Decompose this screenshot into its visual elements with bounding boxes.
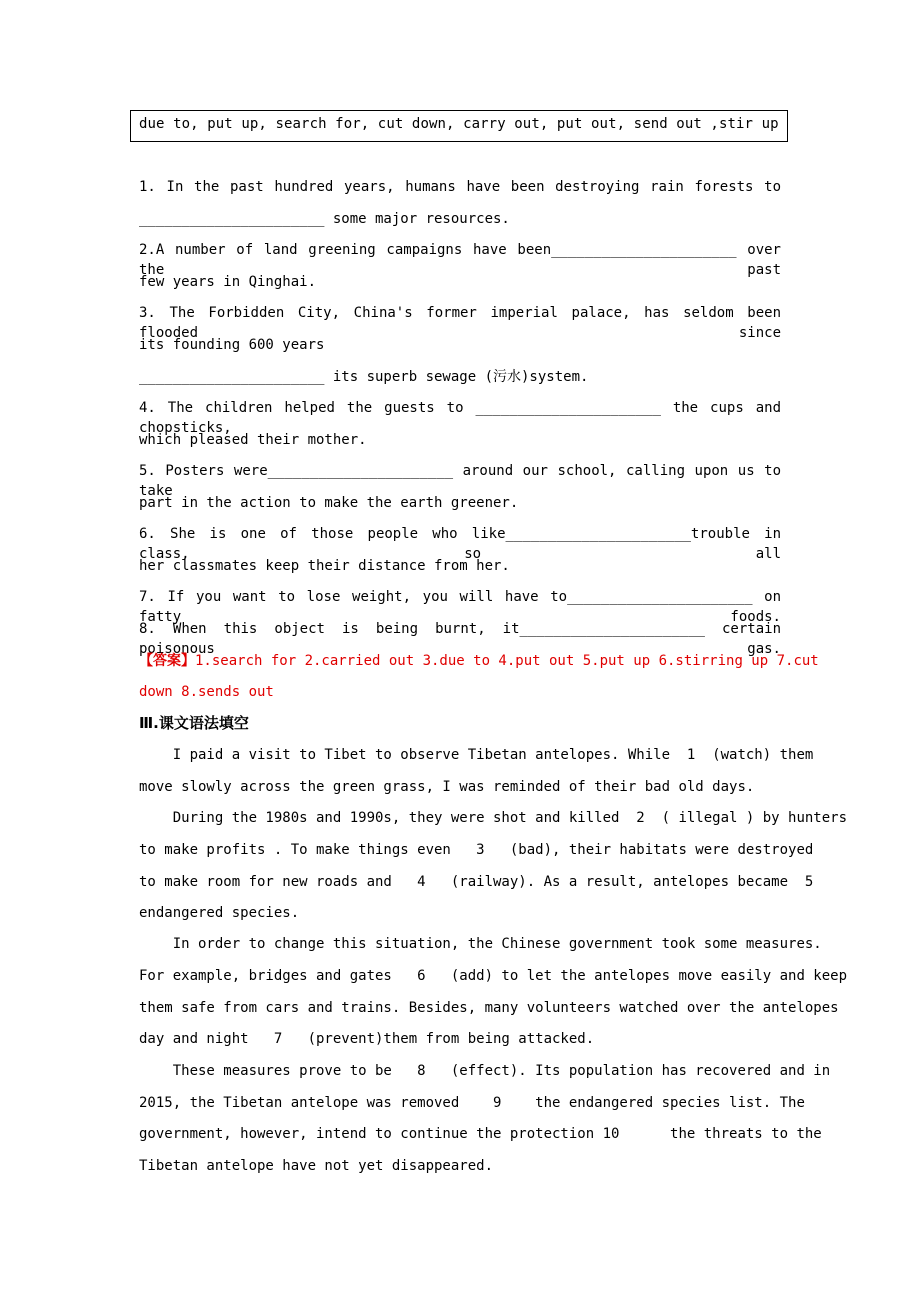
answer-line-1 [139, 651, 819, 671]
question-5-line-1: 5. Posters were______________________ around our school, calling upon us to take [139, 463, 781, 499]
passage-line-5: to make room for new roads and 4 (railway). As a result, antelopes became 5 [139, 874, 814, 890]
question-2-line-1: 2.A number of land greening campaigns have been______________________ over the past [139, 242, 781, 278]
question-6-line-2: her classmates keep their distance from her. [139, 558, 510, 574]
section-title: Ⅲ.课文语法填空 [139, 714, 249, 732]
passage-line-3: During the 1980s and 1990s, they were shot and killed 2 ( illegal ) by hunters [139, 810, 848, 826]
question-4-line-2: which pleased their mother. [139, 432, 367, 448]
passage-line-14: Tibetan antelope have not yet disappeared. [139, 1158, 494, 1174]
passage-line-8: For example, bridges and gates 6 (add) to let the antelopes move easily and keep [139, 968, 848, 984]
question-1-line-1: 1. In the past hundred years, humans have been destroying rain forests to [139, 179, 781, 195]
passage-line-4: to make profits . To make things even 3 (bad), their habitats were destroyed [139, 842, 814, 858]
passage-line-13: government, however, intend to continue the protection 10 the threats to the [139, 1126, 822, 1142]
passage-line-12: 2015, the Tibetan antelope was removed 9 the endangered species list. The [139, 1095, 805, 1111]
answer-tag: 【答案】 [139, 653, 195, 669]
word-bank-box: due to, put up, search for, cut down, carry out, put out, send out ,stir up [130, 110, 788, 142]
question-5-line-2: part in the action to make the earth greener. [139, 495, 519, 511]
passage-line-11: These measures prove to be 8 (effect). Its population has recovered and in [139, 1063, 831, 1079]
question-4-line-1: 4. The children helped the guests to ______________________ the cups and chopsticks, [139, 400, 781, 436]
question-3-line-2: its founding 600 years [139, 337, 325, 353]
passage-line-2: move slowly across the green grass, I was reminded of their bad old days. [139, 779, 755, 795]
question-2-line-2: few years in Qinghai. [139, 274, 317, 290]
passage-line-7: In order to change this situation, the Chinese government took some measures. [139, 936, 822, 952]
question-3-line-3: ______________________ its superb sewage (污水)system. [139, 369, 589, 385]
question-1-line-2: ______________________ some major resources. [139, 211, 510, 227]
passage-line-6: endangered species. [139, 905, 300, 921]
question-3-line-1: 3. The Forbidden City, China's former imperial palace, has seldom been flooded since [139, 305, 781, 341]
question-8-line-1: 8. When this object is being burnt, it______________________ certain poisonous gas. [139, 621, 781, 657]
answer-line-2: down 8.sends out [139, 684, 274, 700]
passage-line-1: I paid a visit to Tibet to observe Tibetan antelopes. While 1 (watch) them [139, 747, 814, 763]
passage-line-10: day and night 7 (prevent)them from being attacked. [139, 1031, 595, 1047]
question-7-line-1: 7. If you want to lose weight, you will have to______________________ on fatty foods. [139, 589, 781, 625]
question-6-line-1: 6. She is one of those people who like______________________trouble in class, so all [139, 526, 781, 562]
passage-line-9: them safe from cars and trains. Besides, many volunteers watched over the antelopes [139, 1000, 839, 1016]
answer-text-1: 1.search for 2.carried out 3.due to 4.put out 5.put up 6.stirring up 7.cut [195, 653, 819, 669]
